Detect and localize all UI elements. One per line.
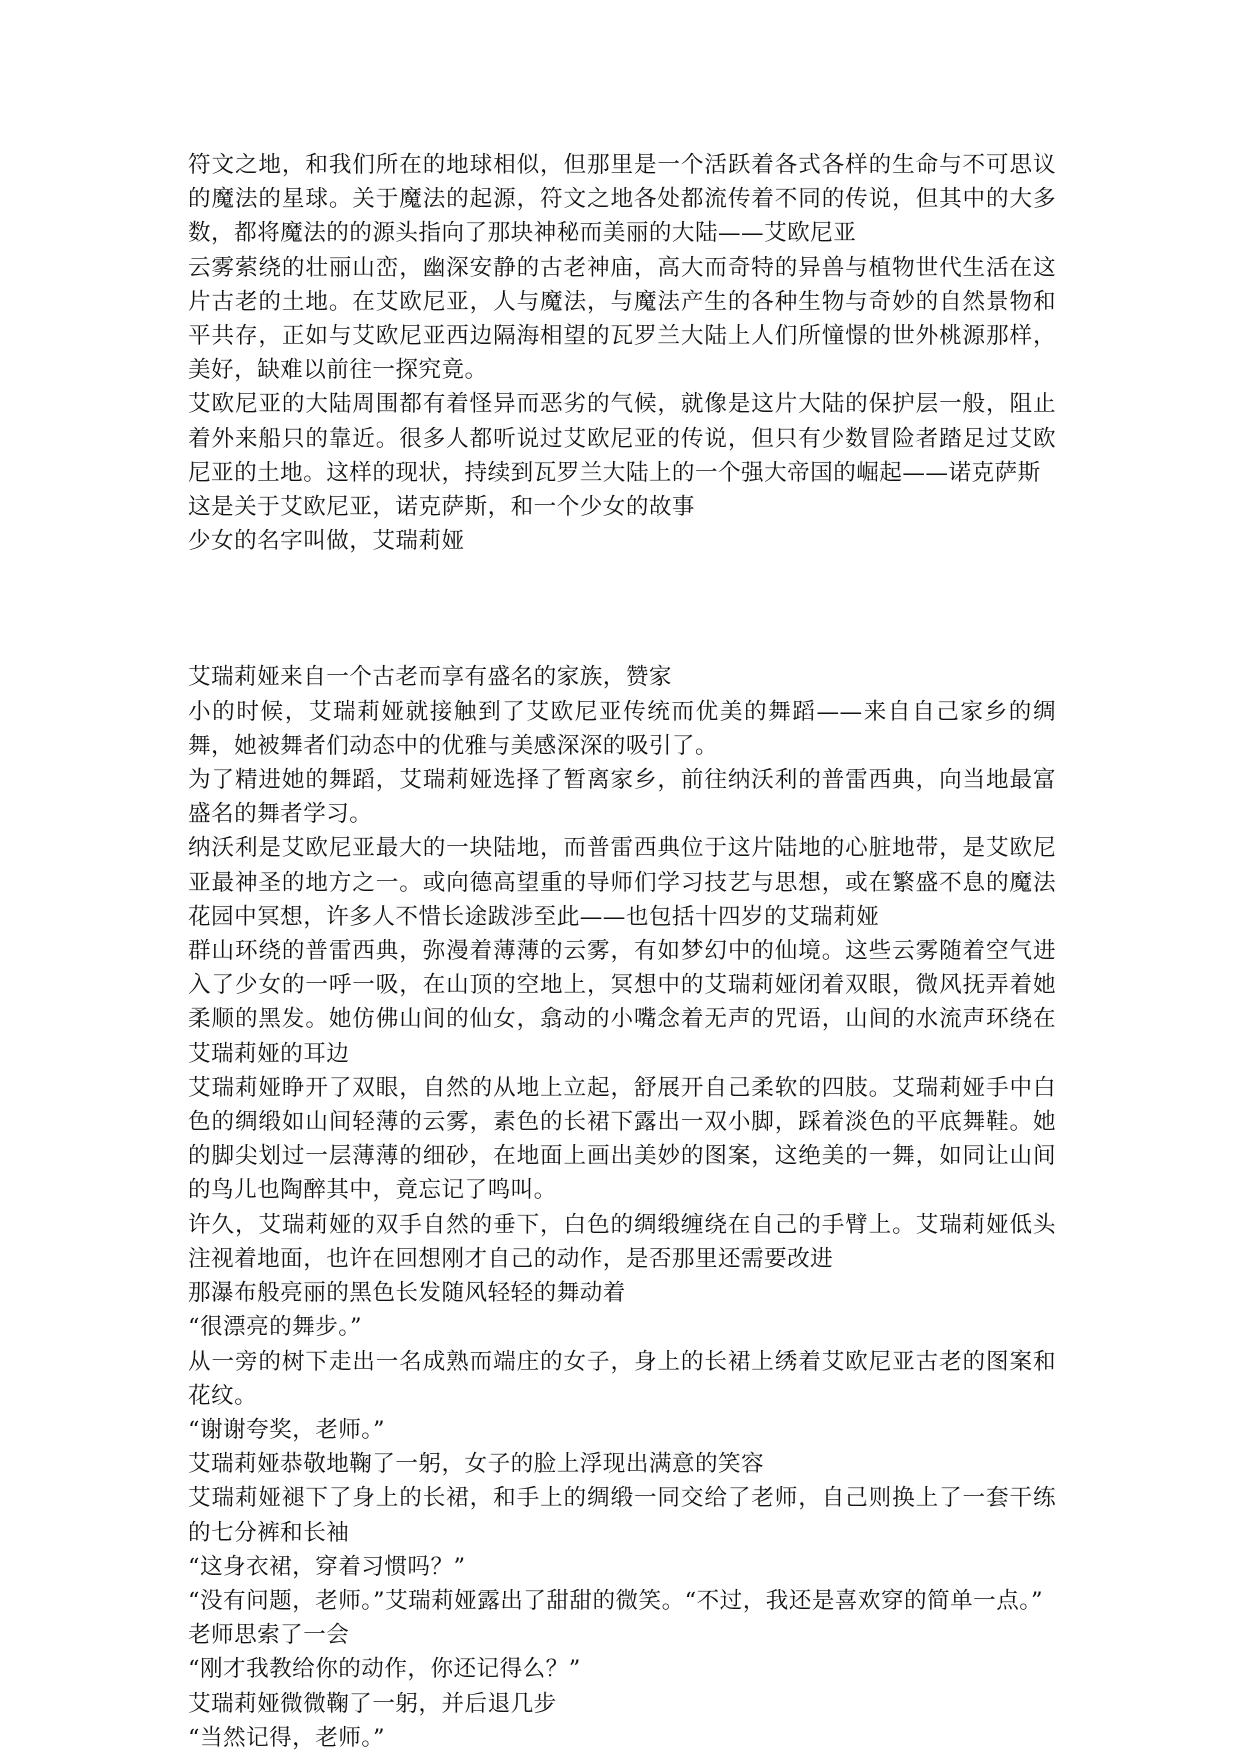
dialogue-line: “谢谢夸奖，老师。” bbox=[188, 1416, 386, 1443]
paragraph: 云雾萦绕的壮丽山峦，幽深安静的古老神庙，高大而奇特的异兽与植物世代生活在这片古老的土地。在艾欧尼亚，人与魔法，与魔法产生的各种生物与奇妙的自然景物和平共存，正如与艾欧尼亚西边隔海相望的瓦罗兰大陆上人们所憧憬的世外桃源那样，美好，缺难以前往一探究竟。 bbox=[188, 254, 1056, 384]
paragraph: 为了精进她的舞蹈，艾瑞莉娅选择了暂离家乡，前往纳沃利的普雷西典，向当地最富盛名的舞者学习。 bbox=[188, 767, 1056, 828]
section-story bbox=[188, 660, 1056, 1755]
paragraph: 这是关于艾欧尼亚，诺克萨斯，和一个少女的故事 bbox=[188, 494, 695, 521]
paragraph: 纳沃利是艾欧尼亚最大的一块陆地，而普雷西典位于这片陆地的心脏地带，是艾欧尼亚最神圣的地方之一。或向德高望重的导师们学习技艺与思想，或在繁盛不息的魔法花园中冥想，许多人不惜长途跋涉至此——也包括十四岁的艾瑞莉娅 bbox=[188, 835, 1056, 930]
paragraph: 艾瑞莉娅来自一个古老而享有盛名的家族，赞家 bbox=[188, 664, 672, 691]
paragraph: 艾瑞莉娅褪下了身上的长裙，和手上的绸缎一同交给了老师，自己则换上了一套干练的七分裤和长袖 bbox=[188, 1485, 1056, 1546]
paragraph: 老师思索了一会 bbox=[188, 1622, 350, 1649]
section-intro bbox=[188, 148, 1056, 558]
paragraph: 群山环绕的普雷西典，弥漫着薄薄的云雾，有如梦幻中的仙境。这些云雾随着空气进入了少女的一呼一吸，在山顶的空地上，冥想中的艾瑞莉娅闭着双眼，微风抚弄着她柔顺的黑发。她仿佛山间的仙女，翕动的小嘴念着无声的咒语，山间的水流声环绕在艾瑞莉娅的耳边 bbox=[188, 938, 1056, 1067]
paragraph: 许久，艾瑞莉娅的双手自然的垂下，白色的绸缎缠绕在自己的手臂上。艾瑞莉娅低头注视着地面，也许在回想刚才自己的动作，是否那里还需要改进 bbox=[188, 1211, 1056, 1272]
paragraph: 那瀑布般亮丽的黑色长发随风轻轻的舞动着 bbox=[188, 1280, 626, 1307]
paragraph: 小的时候，艾瑞莉娅就接触到了艾欧尼亚传统而优美的舞蹈——来自自己家乡的绸舞，她被舞者们动态中的优雅与美感深深的吸引了。 bbox=[188, 698, 1056, 759]
dialogue-line: “很漂亮的舞步。” bbox=[188, 1314, 363, 1341]
paragraph: 符文之地，和我们所在的地球相似，但那里是一个活跃着各式各样的生命与不可思议的魔法的星球。关于魔法的起源，符文之地各处都流传着不同的传说，但其中的大多数，都将魔法的的源头指向了那块神秘而美丽的大陆——艾欧尼亚 bbox=[188, 152, 1056, 247]
paragraph: 艾瑞莉娅睁开了双眼，自然的从地上立起，舒展开自己柔软的四肢。艾瑞莉娅手中白色的绸缎如山间轻薄的云雾，素色的长裙下露出一双小脚，踩着淡色的平底舞鞋。她的脚尖划过一层薄薄的细砂，在地面上画出美妙的图案，这绝美的一舞，如同让山间的鸟儿也陶醉其中，竟忘记了鸣叫。 bbox=[188, 1074, 1056, 1204]
dialogue-line: “没有问题，老师。”艾瑞莉娅露出了甜甜的微笑。“不过，我还是喜欢穿的简单一点。” bbox=[188, 1587, 1043, 1614]
document-body bbox=[188, 148, 1056, 1755]
dialogue-line: “刚才我教给你的动作，你还记得么？” bbox=[188, 1656, 581, 1683]
paragraph: 从一旁的树下走出一名成熟而端庄的女子，身上的长裙上绣着艾欧尼亚古老的图案和花纹。 bbox=[188, 1348, 1056, 1409]
paragraph: 艾欧尼亚的大陆周围都有着怪异而恶劣的气候，就像是这片大陆的保护层一般，阻止着外来船只的靠近。很多人都听说过艾欧尼亚的传说，但只有少数冒险者踏足过艾欧尼亚的土地。这样的现状，持续到瓦罗兰大陆上的一个强大帝国的崛起——诺克萨斯 bbox=[188, 391, 1056, 486]
paragraph: 艾瑞莉娅微微鞠了一躬，并后退几步 bbox=[188, 1690, 557, 1717]
dialogue-line: “当然记得，老师。” bbox=[188, 1724, 386, 1751]
paragraph: 艾瑞莉娅恭敬地鞠了一躬，女子的脸上浮现出满意的笑容 bbox=[188, 1451, 765, 1478]
dialogue-line: “这身衣裙，穿着习惯吗？” bbox=[188, 1553, 466, 1580]
section-spacer bbox=[188, 558, 1056, 660]
paragraph: 少女的名字叫做，艾瑞莉娅 bbox=[188, 528, 465, 555]
